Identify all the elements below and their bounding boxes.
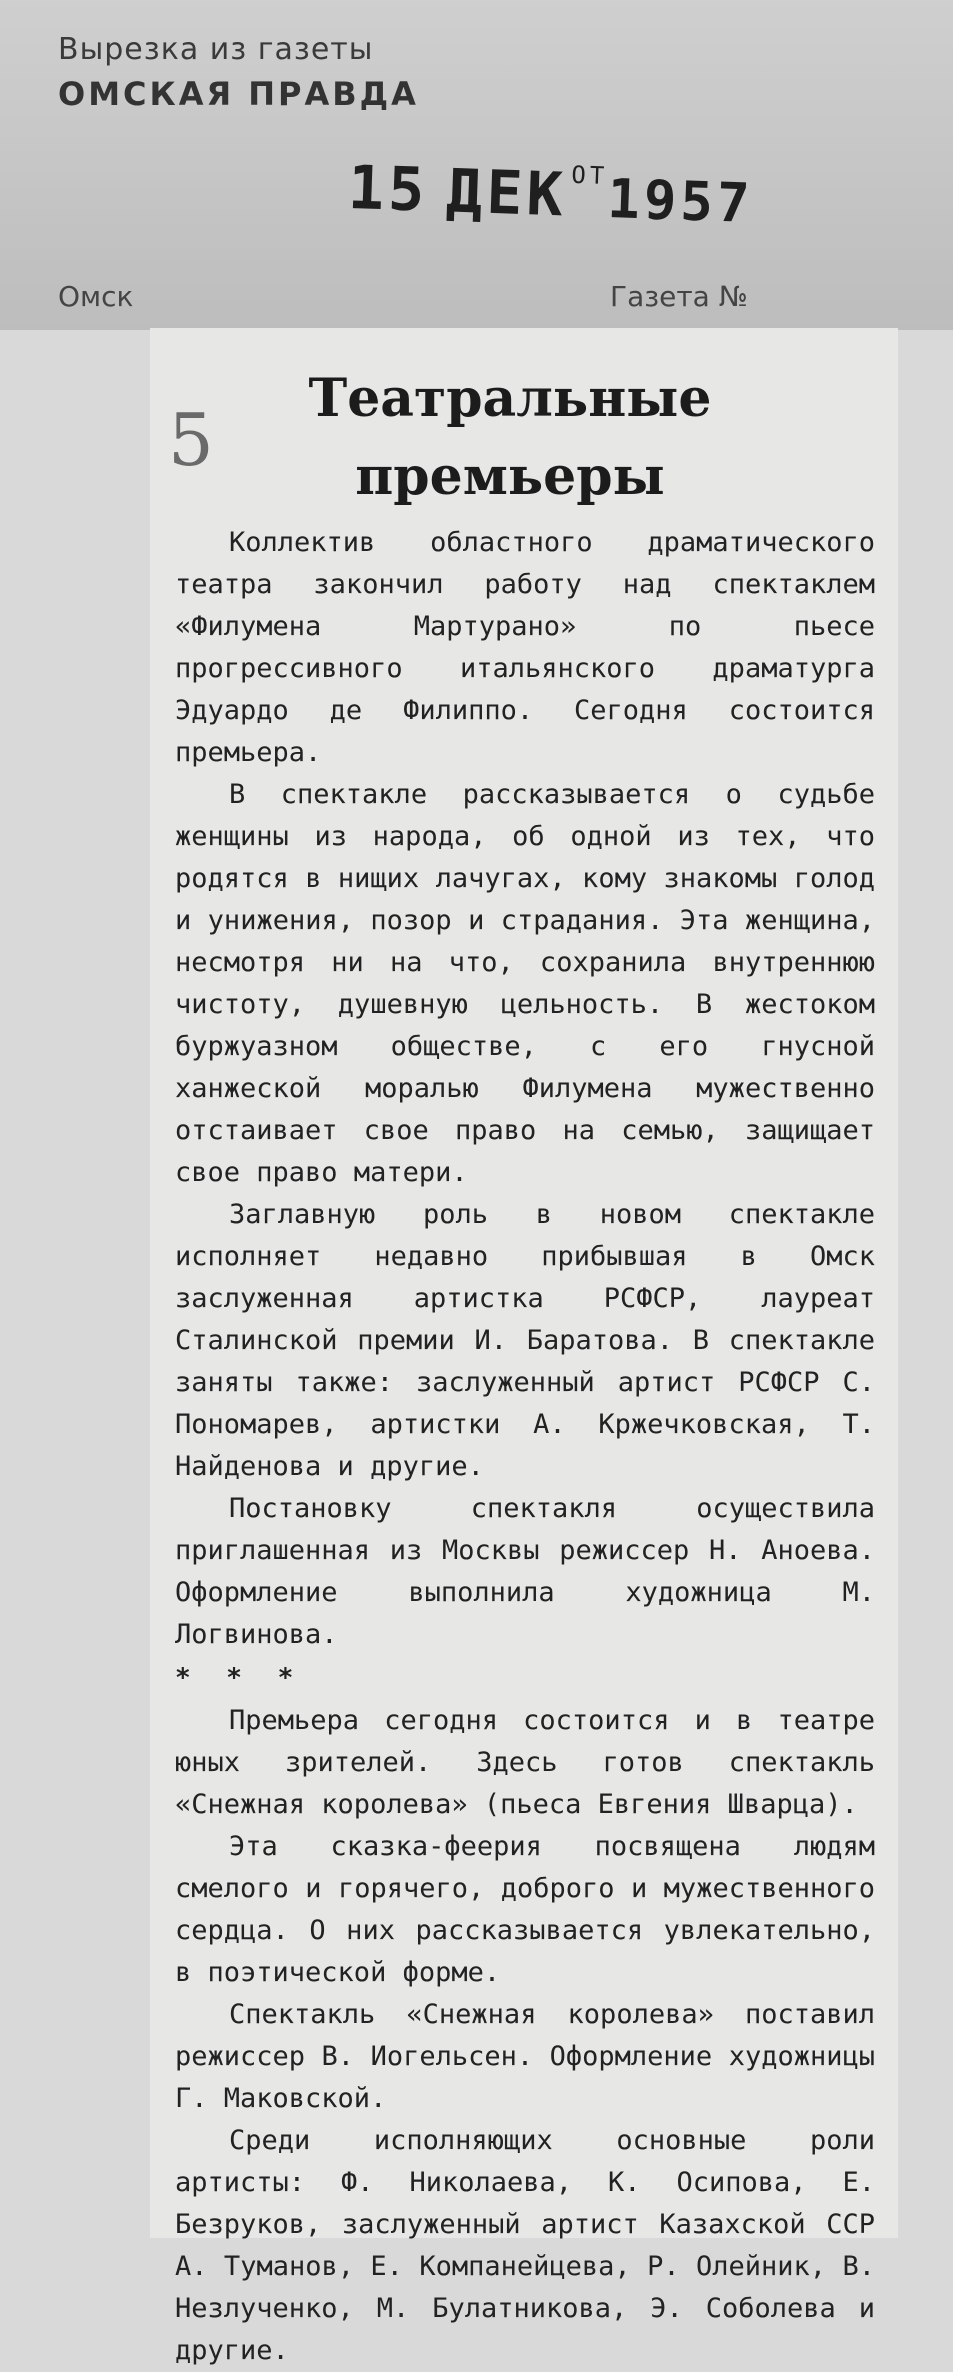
article-paragraph: Спектакль «Снежная королева» поставил режиссер В. Иогельсен. Оформление художницы Г. Маковской. bbox=[175, 1999, 875, 2114]
stamp-month: ДЕК bbox=[445, 156, 568, 231]
stamp-year: 1957 bbox=[606, 166, 755, 236]
article-paragraph: Премьера сегодня состоится и в театре юных зрителей. Здесь готов спектакль «Снежная королева» (пьеса Евгения Шварца). bbox=[175, 1705, 875, 1820]
article-body bbox=[175, 522, 875, 2372]
article-title: Театральные премьеры bbox=[308, 368, 712, 507]
article-paragraph: Среди исполняющих основные роли артисты: Ф. Николаева, К. Осипова, Е. Безруков, заслуженный артист Казахской ССР А. Туманов, Е. Компанейцева, Р. Олейник, В. Незлученко, М. Булатникова, Э. Соболева и другие. bbox=[175, 2125, 875, 2366]
paper-number-label: Газета № bbox=[610, 280, 748, 313]
newspaper-name: ОМСКАЯ ПРАВДА bbox=[58, 75, 419, 113]
date-stamp bbox=[347, 153, 755, 237]
stamp-ot: ОТ bbox=[570, 160, 609, 190]
clipping-header bbox=[0, 0, 953, 330]
handwritten-mark: 5 bbox=[168, 398, 214, 482]
article-paragraph: Постановку спектакля осуществила приглашенная из Москвы режиссер Н. Аноева. Оформление выполнила художница М. Логвинова. bbox=[175, 1493, 875, 1650]
stamp-day: 15 bbox=[346, 152, 430, 226]
article-paragraph: Коллектив областного драматического театра закончил работу над спектаклем «Филумена Мартурано» по пьесе прогрессивного итальянского драматурга Эдуардо де Филиппо. Сегодня состоится премьера. bbox=[175, 527, 875, 768]
city-label: Омск bbox=[58, 280, 134, 313]
clipping-label: Вырезка из газеты bbox=[58, 32, 374, 67]
section-separator: * * * bbox=[175, 1663, 304, 1693]
article-paragraph: Эта сказка-феерия посвящена людям смелого и горячего, доброго и мужественного сердца. О них рассказывается увлекательно, в поэтической форме. bbox=[175, 1831, 875, 1988]
article-paragraph: Заглавную роль в новом спектакле исполняет недавно прибывшая в Омск заслуженная артистка РСФСР, лауреат Сталинской премии И. Баратова. В спектакле заняты также: заслуженный артист РСФСР С. Пономарев, артистки А. Кржечковская, Т. Найденова и другие. bbox=[175, 1199, 875, 1482]
article-paragraph: В спектакле рассказывается о судьбе женщины из народа, об одной из тех, что родятся в нищих лачугах, кому знакомы голод и унижения, позор и страдания. Эта женщина, несмотря ни на что, сохранила внутреннюю чистоту, душевную цельность. В жестоком буржуазном обществе, с его гнусной ханжеской моралью Филумена мужественно отстаивает свое право на семью, защищает свое право матери. bbox=[175, 779, 875, 1188]
